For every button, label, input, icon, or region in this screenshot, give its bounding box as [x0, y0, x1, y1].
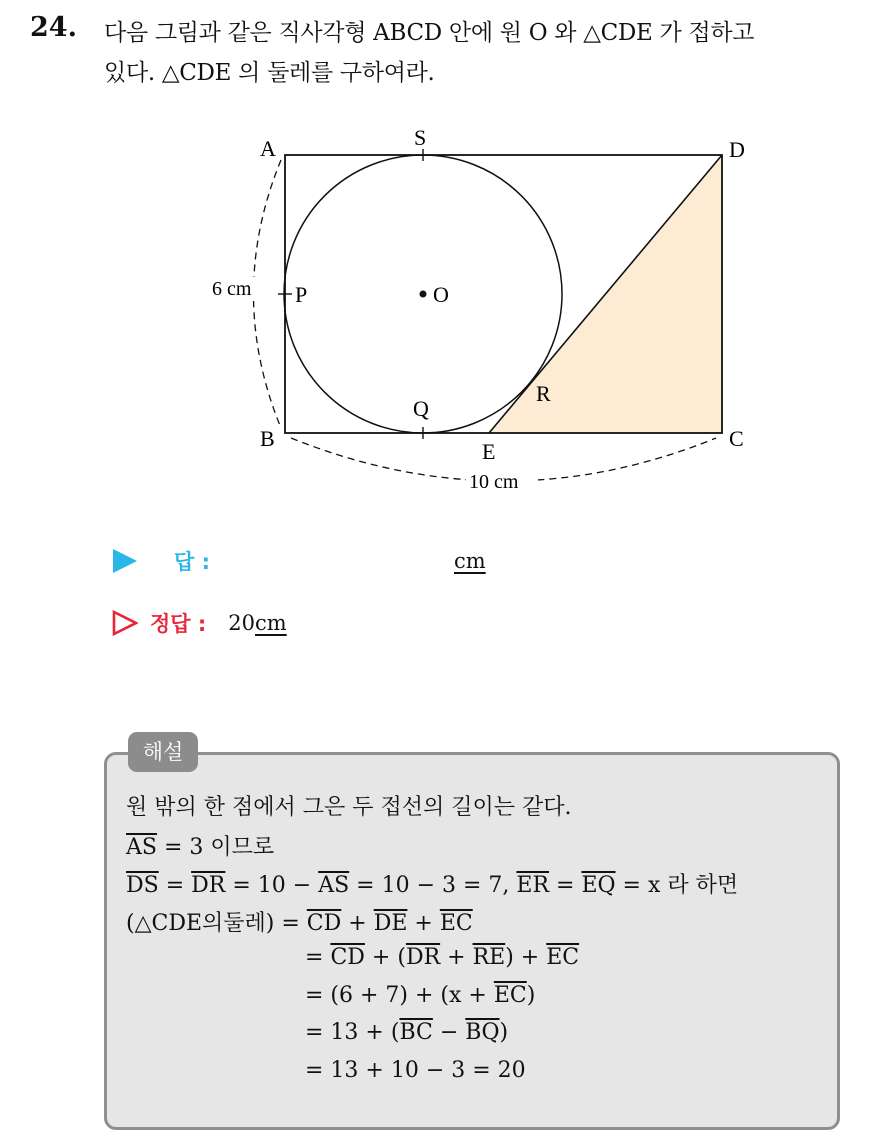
label-d: D	[729, 137, 745, 162]
explanation-line-3: $\overline{DS} = \overline{DR} = 10 - \overline{AS} = 10 - 3 = 7$, $\overline{ER} = \overline{EQ} = x$ 라 하면	[126, 873, 739, 898]
label-c: C	[729, 426, 744, 451]
correct-answer-value: 20cm	[228, 611, 287, 635]
outline-arrow-icon	[112, 610, 138, 636]
answer-unit: cm	[454, 549, 486, 573]
explanation-line-2: $\overline{AS} = 3$ 이므로	[126, 835, 275, 860]
correct-answer-row	[112, 608, 287, 638]
height-label: 6 cm	[212, 278, 252, 300]
label-o: O	[433, 282, 449, 307]
play-arrow-icon	[112, 548, 138, 574]
question-number: 24.	[30, 12, 77, 43]
question-text-line2: 있다. △CDE 의 둘레를 구하여라.	[104, 60, 435, 86]
explanation-line-5: = $\overline{CD} + (\overline{DR} + \overline{RE}) + \overline{EC}$	[305, 945, 580, 970]
label-e: E	[482, 439, 496, 464]
question-text-line1: 다음 그림과 같은 직사각형 ABCD 안에 원 O 와 △CDE 가 접하고	[104, 20, 755, 46]
answer-label: 답 :	[174, 550, 210, 574]
explanation-line-7: = $13 + (\overline{BC} - \overline{BQ})$	[305, 1020, 509, 1045]
correct-answer-label: 정답 :	[150, 612, 207, 636]
explanation-line-1: 원 밖의 한 점에서 그은 두 접선의 길이는 같다.	[126, 795, 572, 820]
label-b: B	[260, 426, 275, 451]
center-dot	[420, 291, 427, 298]
label-r: R	[536, 381, 551, 406]
geometry-figure	[0, 0, 884, 520]
label-a: A	[260, 136, 276, 161]
explanation-line-8: = 13 + 10 − 3 = 20	[305, 1058, 526, 1083]
explanation-line-4: (△CDE의둘레) = $\overline{CD} + \overline{DE} + \overline{EC}$	[126, 911, 473, 936]
label-p: P	[295, 282, 308, 307]
label-q: Q	[413, 396, 429, 421]
explanation-line-6: = $(6 + 7) + (x + \overline{EC})$	[305, 983, 536, 1008]
width-label: 10 cm	[469, 471, 519, 493]
answer-row	[112, 546, 210, 576]
label-s: S	[414, 125, 427, 150]
explanation-tab: 해설	[128, 732, 198, 772]
